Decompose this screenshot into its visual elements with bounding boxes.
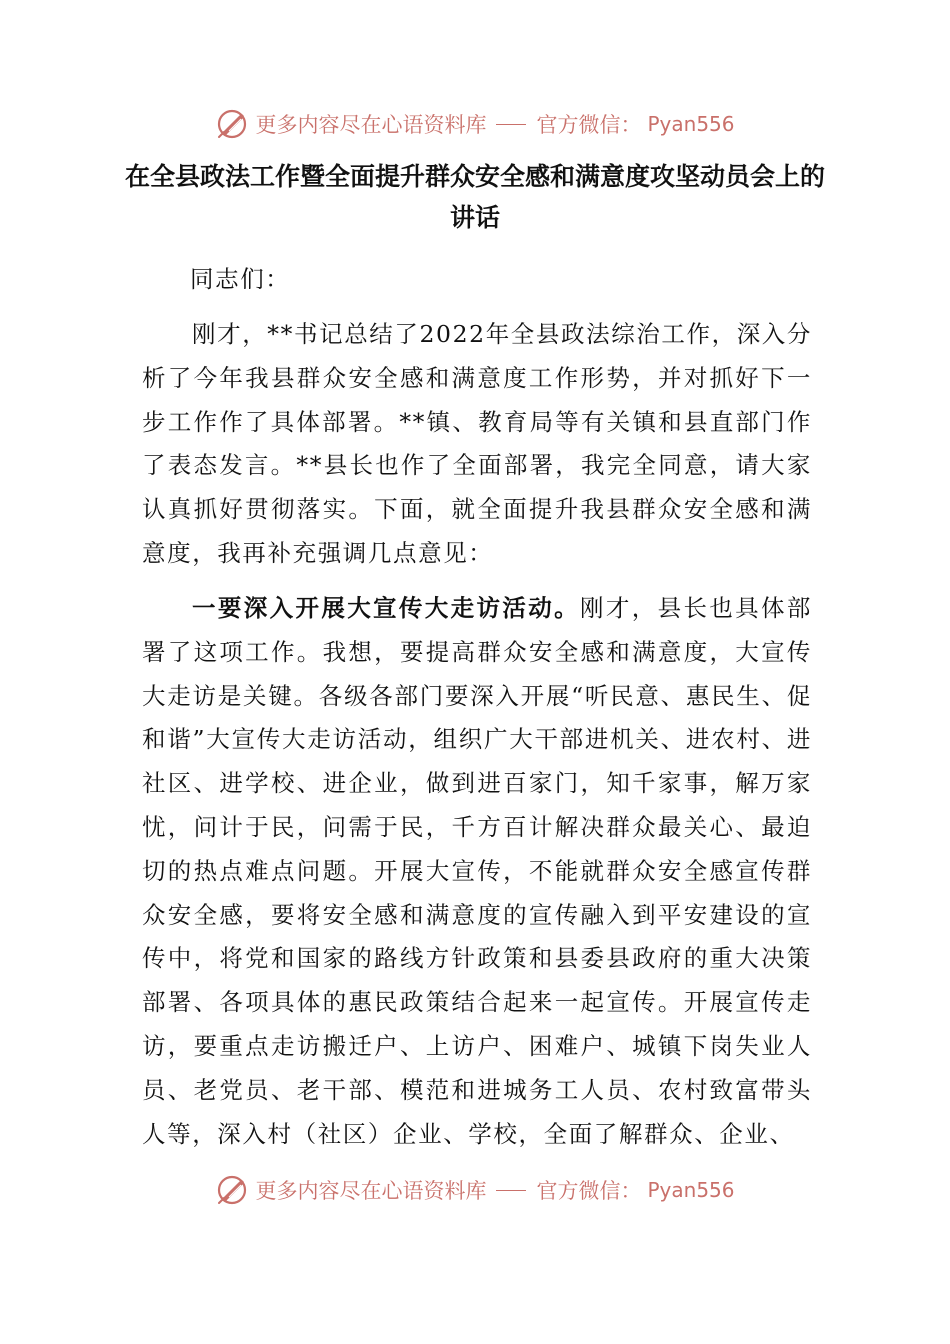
- watermark-wechat-label: 官方微信：: [536, 113, 642, 137]
- watermark-footer: [0, 1170, 950, 1210]
- paragraph-1-text: 刚才，**书记总结了2022年全县政法综治工作，深入分析了今年我县群众安全感和满意度工作形势，并对抓好下一步工作作了具体部署。**镇、教育局等有关镇和县直部门作了表态发言。**县长也作了全面部署，我完全同意，请大家认真抓好贯彻落实。下面，就全面提升我县群众安全感和满意度，我再补充强调几点意见：: [142, 320, 813, 567]
- paragraph-1: [142, 313, 812, 576]
- paragraph-2-lead: 一要深入开展大宣传大走访活动。: [192, 594, 580, 622]
- watermark-site-text: 更多内容尽在心语资料库: [255, 113, 487, 137]
- watermark-wechat-id: Pyan556: [647, 1178, 735, 1202]
- paragraph-2-text: 刚才，县长也具体部署了这项工作。我想，要提高群众安全感和满意度，大宣传大走访是关键。各级各部门要深入开展“听民意、惠民生、促和谐”大宣传大走访活动，组织广大干部进机关、进农村、进社区、进学校、进企业，做到进百家门，知千家事，解万家忧，问计于民，问需于民，千方百计解决群众最关心、最迫切的热点难点问题。开展大宣传，不能就群众安全感宣传群众安全感，要将安全感和满意度的宣传融入到平安建设的宣传中，将党和国家的路线方针政策和县委县政府的重大决策部署、各项具体的惠民政策结合起来一起宣传。开展宣传走访，要重点走访搬迁户、上访户、困难户、城镇下岗失业人员、老党员、老干部、模范和进城务工人员、农村致富带头人等，深入村（社区）企业、学校，全面了解群众、企业、: [142, 594, 813, 1148]
- watermark-dash: [496, 1190, 526, 1191]
- watermark-site-text: 更多内容尽在心语资料库: [255, 1179, 487, 1203]
- document-title: 在全县政法工作暨全面提升群众安全感和满意度攻坚动员会上的讲话: [124, 162, 825, 232]
- watermark-wechat-label: 官方微信：: [536, 1179, 642, 1203]
- salutation: 同志们：: [190, 265, 291, 293]
- pen-feather-logo-icon: [215, 1173, 249, 1207]
- pen-feather-logo-icon: [215, 107, 249, 141]
- watermark-dash: [496, 124, 526, 125]
- watermark-header: [0, 104, 950, 144]
- paragraph-2: [142, 587, 812, 1156]
- watermark-wechat-id: Pyan556: [647, 112, 735, 136]
